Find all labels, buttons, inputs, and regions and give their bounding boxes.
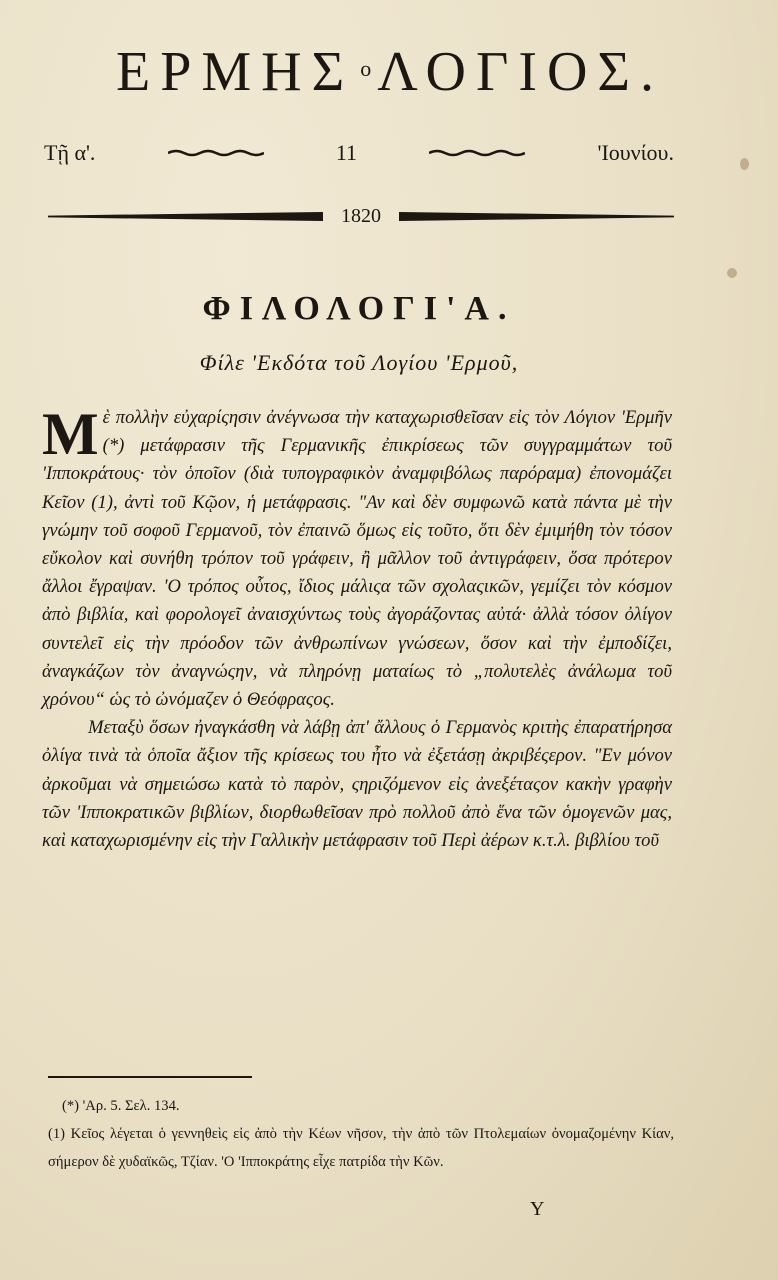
paragraph-1-text: ὲ πολλὴν εὐχαρίςησιν ἀνέγνωσα τὴν καταχωρισθεῖσαν εἰς τὸν Λόγιον 'Ερμῆν (*) μετάφρασιν τῆς Γερμανικῆς ἐπικρίσεως τῶν συγγραμμάτων τοῦ 'Ιπποκράτους· τὸν ὁποῖον (διὰ τυπογραφικὸν ἀναμφιβόλως παρόραμα) ἐπονομάζει Κεῖον (1), ἀντὶ τοῦ Κῷον, ἡ μετάφρασις. "Αν καὶ δὲν συμφωνῶ κατὰ πάντα μὲ τὴν γνώμην τοῦ σοφοῦ Γερμανοῦ, τὸν ἐπαινῶ ὅμως εἰς τοῦτο, ὅτι δὲν ἐμιμήθη τὸν τόσον εὔκολον καὶ συνήθη τρόπον τοῦ γράφειν, ἢ μᾶλλον τοῦ ἀντιγράφειν, ὅσα πρότερον ἄλλοι ἔγραψαν. 'Ο τρόπος οὗτος, ἴδιος μάλιςα τῶν σχολαςικῶν, γεμίζει τὸν κόσμον ἀπὸ βιβλία, καὶ φορολογεῖ ἀναισχύντως τοὺς ἀγοράζοντας αὐτά· ἀλλὰ τόσον ὀλίγον συντελεῖ εἰς τὴν πρόοδον τῶν ἀνθρωπίνων γνώσεων, ὅσον καὶ τὴν ἐμποδίζει, ἀναγκάζων τὸν ἀναγνώςην, νὰ πληρόνῃ ματαίως τὸ „πολυτελὲς ἀνάλωμα τοῦ χρόνου“ ὡς τὸ ὠνόμαζεν ὁ Θεόφραςος. — [42, 407, 672, 711]
paper-stain — [740, 158, 749, 170]
section-title: ΦΙΛΟΛΟΓΙ'Α. — [202, 290, 516, 327]
rule-left — [48, 212, 323, 221]
masthead — [40, 40, 740, 104]
salutation: Φίλε 'Εκδότα τοῦ Λογίου 'Ερμοῦ, — [199, 350, 519, 375]
footnote-rule — [48, 1076, 252, 1078]
signature-mark: Υ — [530, 1198, 545, 1220]
ornament-swash-right — [429, 149, 525, 157]
rule-right — [399, 212, 674, 221]
paragraph-1 — [42, 401, 672, 714]
article-body — [42, 401, 672, 855]
footnotes — [48, 1092, 674, 1176]
masthead-left: ΕΡΜΗΣ — [116, 41, 355, 103]
year-rule — [48, 205, 674, 228]
dateline-month: 'Ιουνίου. — [597, 140, 674, 165]
dateline-day: Τῇ α'. — [44, 140, 96, 165]
masthead-article: ο — [360, 56, 372, 81]
issue-number: 11 — [335, 140, 358, 165]
drop-cap: Μ — [42, 401, 99, 467]
masthead-right: ΛΟΓΙΟΣ. — [377, 41, 664, 103]
dateline — [44, 140, 674, 166]
footnote-1: (*) 'Αρ. 5. Σελ. 134. — [62, 1098, 180, 1114]
paper-stain — [727, 268, 737, 278]
year: 1820 — [341, 205, 381, 227]
footnote-2: (1) Κεῖος λέγεται ὁ γεννηθεὶς εἰς ἀπὸ τὴν Κέων νῆσον, τὴν ἀπὸ τῶν Πτολεμαίων ὀνομαζομένην Κίαν, σήμερον δὲ χυδαϊκῶς, Τζίαν. 'Ο 'Ιπποκράτης εἶχε πατρίδα τὴν Κῶν. — [48, 1126, 674, 1170]
ornament-swash-left — [168, 149, 264, 157]
paragraph-2: Μεταξὺ ὅσων ἠναγκάσθη νὰ λάβῃ ἀπ' ἄλλους ὁ Γερμανὸς κριτὴς ἐπαρατήρησα ὀλίγα τινὰ τὰ ὁποῖα ἄξιον τῆς κρίσεως του ἦτο νὰ ἐξετάσῃ ἀκριβέςερον. "Εν μόνον ἀρκοῦμαι νὰ σημειώσω κατὰ τὸ παρὸν, ςηριζόμενον εἰς ἀνεξέταςον κακὴν γραφὴν τῶν 'Ιπποκρατικῶν βιβλίων, διορθωθεῖσαν πρὸ πολλοῦ ἀπὸ ἕνα τῶν ὁμογενῶν μας, καὶ καταχωρισμένην εἰς τὴν Γαλλικὴν μετάφρασιν τοῦ Περὶ ἀέρων κ.τ.λ. βιβλίου τοῦ — [42, 717, 672, 852]
